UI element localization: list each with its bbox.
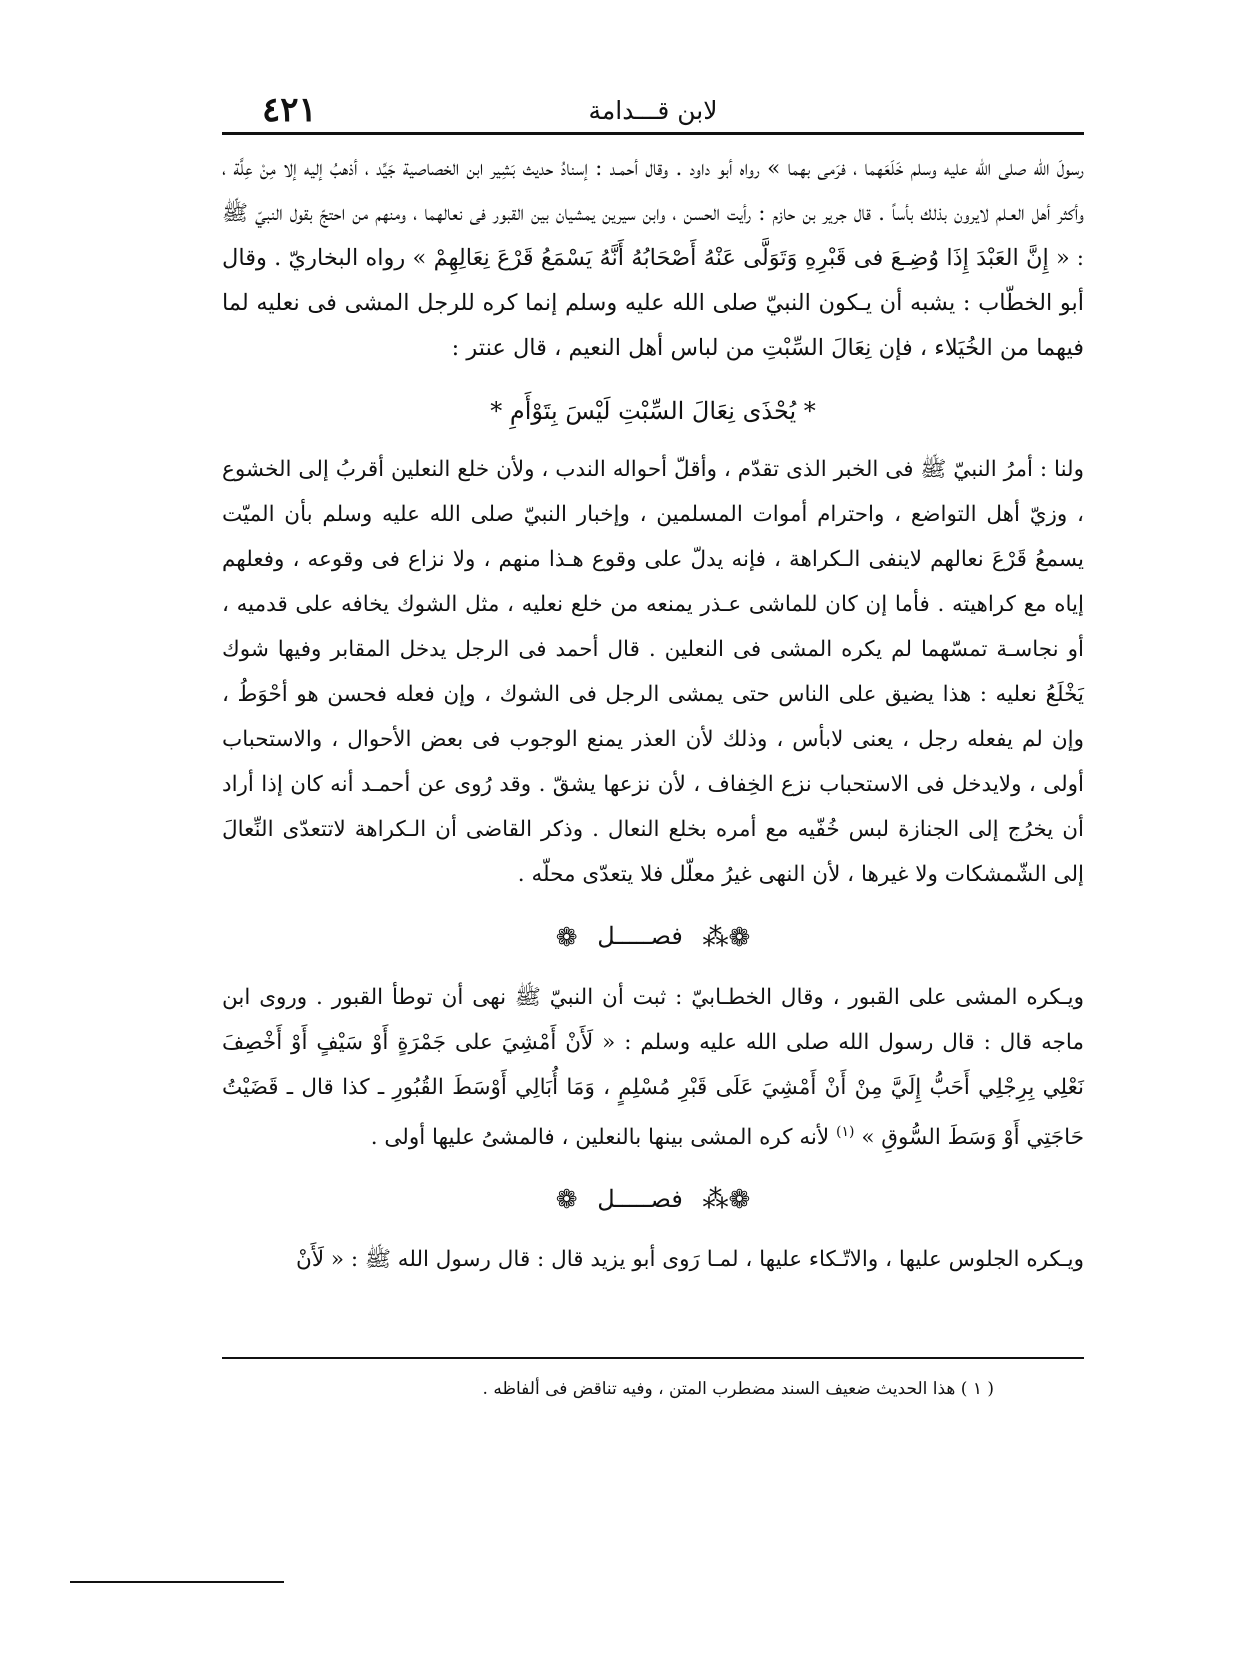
- main-text: [222, 146, 1084, 1282]
- paragraph-1-text: رسولَ الله صلى الله عليه وسلم خَلَعَهما ، فرَمى بهما » رواه أبو داود . وقال أحمـد : إسنادُ حديث بَشِير ابن الخصاصية جَيِّد ، أذهبُ إليه إلا مِنْ عِلَّة ، وأكثر أهل العـلم لايرون بذلك بأساً . قال جرير بن حازم : رأيت الحسن ، وابن سيرين يمشيان بين القبور فى نعالهما ، ومنهم من احتجّ بقول النبيّ ﷺ :: [222, 156, 1084, 271]
- poem-verse: * يُحْذَى نِعَالَ السِّبْتِ لَيْسَ بِتَوْأَمِ *: [490, 397, 816, 425]
- paragraph-3: [222, 975, 1084, 1160]
- footnote-marker: (١): [836, 1123, 855, 1140]
- section-heading-2-label: فصـــــل: [597, 1184, 683, 1213]
- page-header: [222, 92, 1084, 132]
- section-heading-1-label: فصـــــل: [597, 922, 683, 950]
- footnote-rule: [222, 1357, 1084, 1359]
- section-heading-2: [222, 1174, 1084, 1226]
- paragraph-3-text: ويـكره المشى على القبور ، وقال الخطـابيّ : ثبت أن النبيّ ﷺ نهى أن توطأ القبور . وروى ابن ماجه قال : قال رسول الله صلى الله عليه وسلم : « لَأَنْ أَمْشِيَ على جَمْرَةٍ أَوْ سَيْفٍ أَوْ أَخْصِفَ نَعْلِي بِرِجْلِي أَحَبُّ إِلَيَّ مِنْ أَنْ أَمْشِيَ عَلَى قَبْرِ مُسْلِمٍ ، وَمَا أُبَالِي أَوْسَطَ القُبُورِ ـ كذا قال ـ قَضَيْتُ حَاجَتِي أَوْ وَسَطَ السُّوقِ »: [222, 984, 1084, 1150]
- ornament-icon: ❁: [555, 1185, 578, 1216]
- ornament-icon: ⁂: [702, 922, 729, 953]
- footnote-1: ( ١ ) هذا الحديث ضعيف السند مضطرب المتن ، وفيه تناقض فى ألفاظه .: [482, 1379, 994, 1399]
- section-heading-1: [222, 911, 1084, 963]
- paragraph-1: [222, 146, 1084, 371]
- paragraph-4: ويـكره الجلوس عليها ، والاتّـكاء عليها ، لمـا رَوى أبو يزيد قال : قال رسول الله ﷺ : « لَأَنْ: [296, 1247, 1084, 1273]
- ornament-icon: ⁂: [702, 1185, 729, 1216]
- running-title: لابن قـــدامة: [588, 96, 718, 125]
- paragraph-1-quote: « إِنَّ العَبْدَ إِذَا وُضِـعَ فى قَبْرِهِ وَتَوَلَّى عَنْهُ أَصْحَابُهُ أَنَّهُ يَسْمَعُ قَرْعَ نِعَالِهِمْ » رواه البخاريّ . وقال أبو الخطّاب : يشبه أن يـكون النبيّ صلى الله عليه وسلم إنما كره للرجل المشى فى نعليه لما فيهما من الخُيَلاء ، فإن نِعَالَ السِّبْتِ من لباس أهل النعيم ، قال عنتر :: [222, 245, 1085, 361]
- ornament-icon: ❁: [555, 922, 578, 953]
- page-number: ٤٢١: [262, 90, 317, 130]
- paragraph-3-end: لأنه كره المشى بينها بالنعلين ، فالمشىُ عليها أولى .: [370, 1124, 830, 1150]
- ornament-icon: ❁: [728, 922, 751, 953]
- header-rule: [222, 132, 1084, 135]
- scan-artifact-line: [70, 1581, 284, 1583]
- paragraph-2: ولنا : أمرُ النبيّ ﷺ فى الخبر الذى تقدّم ، وأقلّ أحواله الندب ، ولأن خلع النعلين أقربُ إلى الخشوع ، وزيّ أهل التواضع ، واحترام أموات المسلمين ، وإخبار النبيّ صلى الله عليه وسلم بأن الميّت يسمعُ قَرْعَ نعالهم لاينفى الـكراهة ، فإنه يدلّ على وقوع هـذا منهم ، ولا نزاع فى وقوعه ، وفعلهم إياه مع كراهيته . فأما إن كان للماشى عـذر يمنعه من خلع نعليه ، مثل الشوك يخافه على قدميه ، أو نجاسـة تمسّهما لم يكره المشى فى النعلين . قال أحمد فى الرجل يدخل المقابر وفيها شوك يَخْلَعُ نعليه : هذا يضيق على الناس حتى يمشى الرجل فى الشوك ، وإن فعله فحسن هو أحْوَطُ ، وإن لم يفعله رجل ، يعنى لابأس ، وذلك لأن العذر يمنع الوجوب فى بعض الأحوال ، والاستحباب أولى ، ولايدخل فى الاستحباب نزع الخِفاف ، لأن نزعها يشقّ . وقد رُوى عن أحمـد أنه كان إذا أراد أن يخرُج إلى الجنازة لبس خُفّيه مع أمره بخلع النعال . وذكر القاضى أن الـكراهة لاتتعدّى النِّعالَ إلى الشّمشكات ولا غيرها ، لأن النهى غيرُ معلّل فلا يتعدّى محلّه .: [222, 457, 1084, 887]
- ornament-icon: ❁: [728, 1185, 751, 1216]
